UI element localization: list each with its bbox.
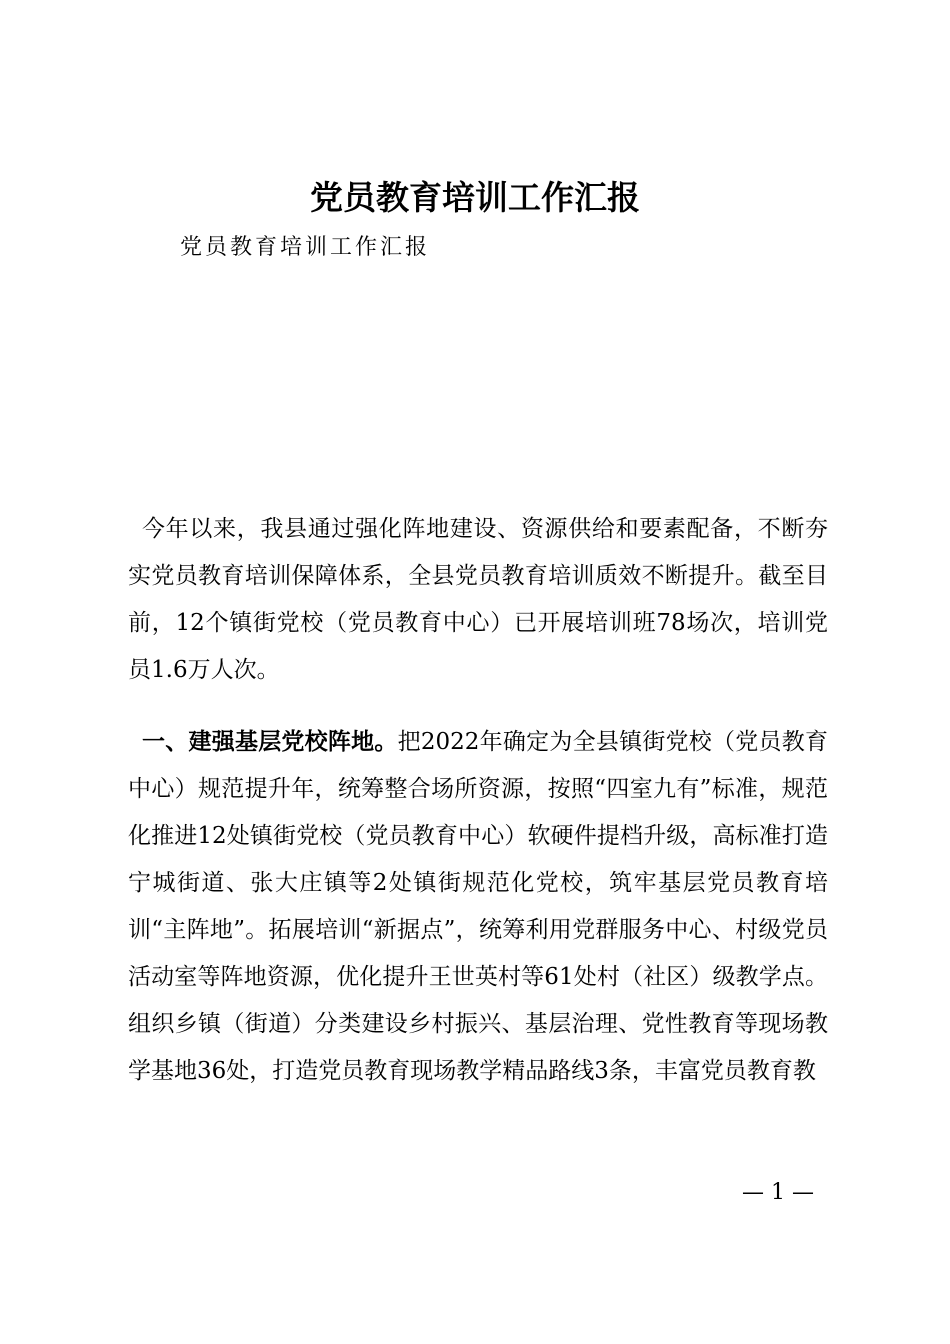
paragraph-text: 把2022年确定为全县镇街党校（党员教育中心）规范提升年，统筹整合场所资源，按照“四室九有”标准，规范化推进12处镇街党校（党员教育中心）软硬件提档升级，高标准打造宁城街道、张大庄镇等2处镇街规范化党校，筑牢基层党员教育培训“主阵地”。拓展培训“新据点”，统筹利用党群服务中心、村级党员活动室等阵地资源，优化提升王世英村等61处村（社区）级教学点。组织乡镇（街道）分类建设乡村振兴、基层治理、党性教育等现场教学基地36处，打造党员教育现场教学精品路线3条，丰富党员教育教: [128, 729, 828, 1084]
document-subtitle: 党员教育培训工作汇报: [180, 235, 431, 260]
paragraph-text: 今年以来，我县通过强化阵地建设、资源供给和要素配备，不断夯实党员教育培训保障体系，全县党员教育培训质效不断提升。截至目前，12个镇街党校（党员教育中心）已开展培训班78场次，培训党员1.6万人次。: [128, 516, 828, 683]
document-title: 党员教育培训工作汇报: [310, 178, 640, 217]
page-number: — 1 —: [742, 1180, 814, 1205]
paragraph-intro: [128, 505, 828, 694]
paragraph-section-1: [128, 718, 828, 1095]
section-heading: 一、建强基层党校阵地。: [142, 728, 398, 755]
